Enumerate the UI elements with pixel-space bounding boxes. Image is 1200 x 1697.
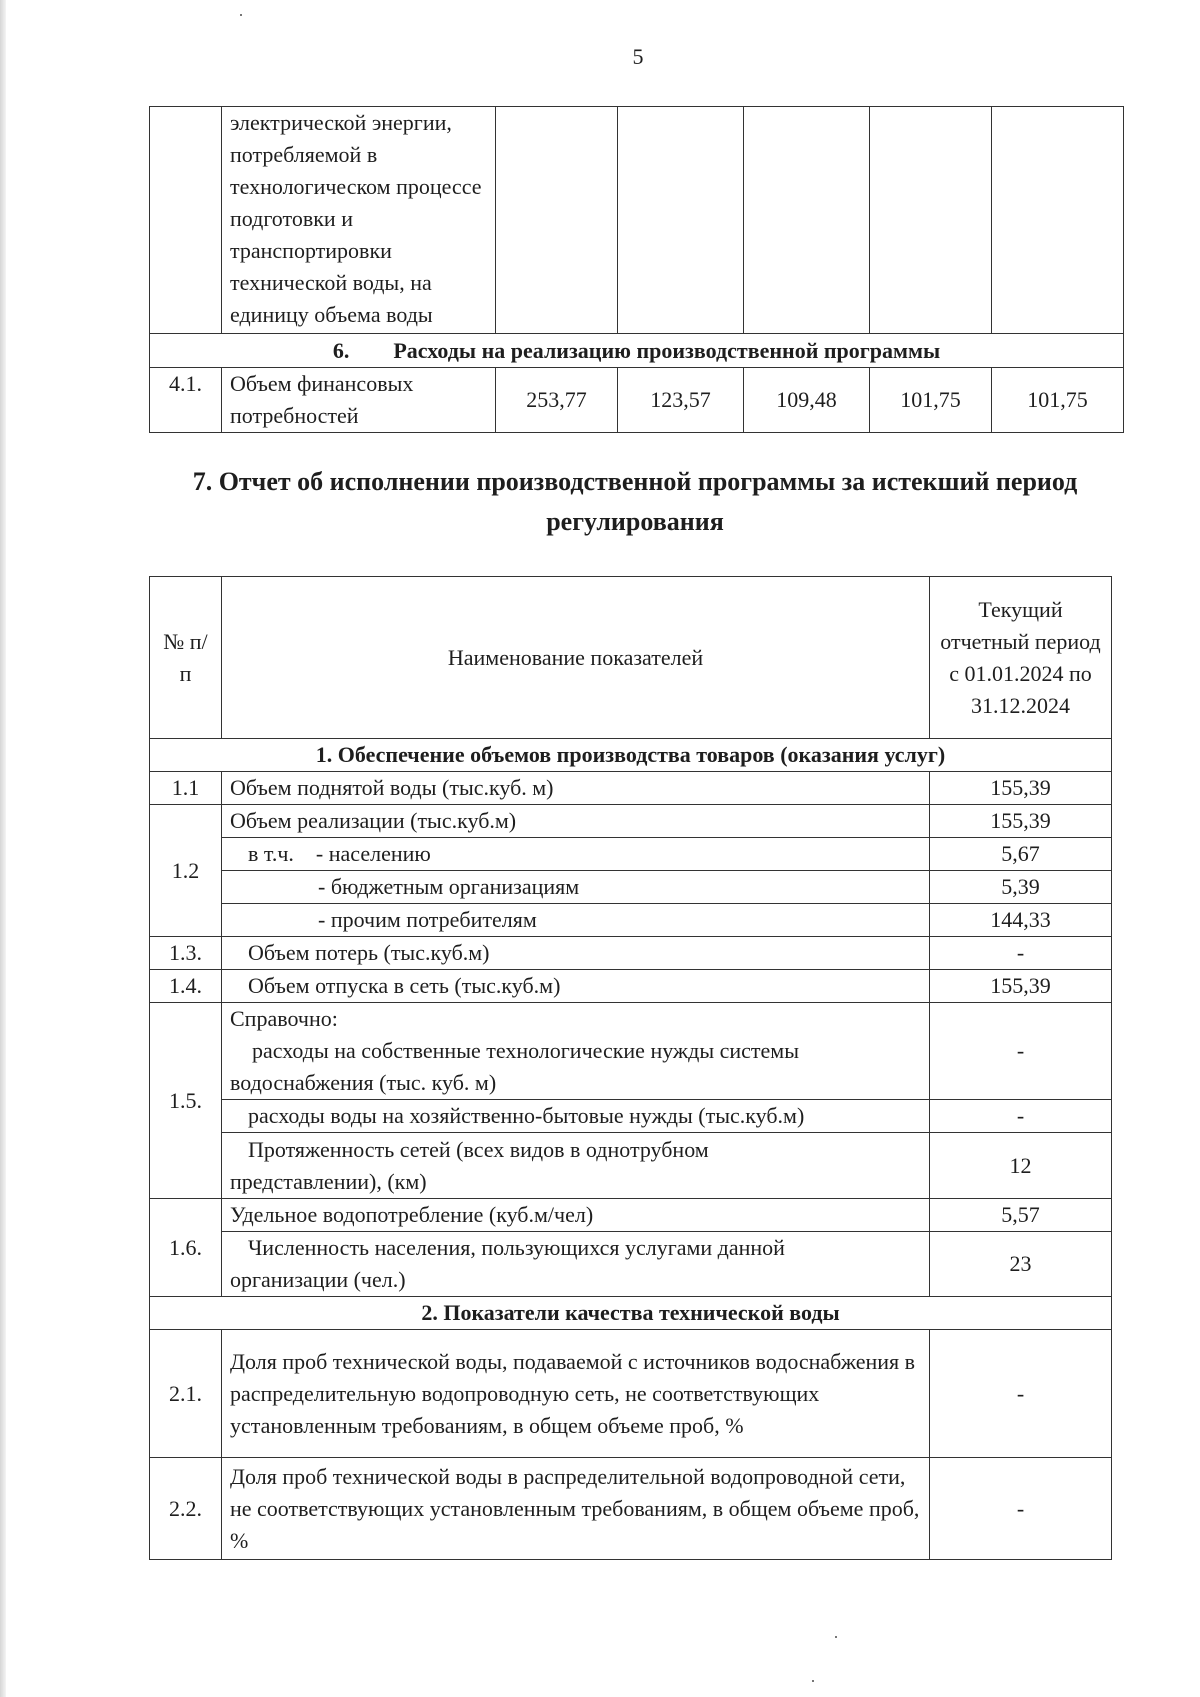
row-number: 1.6. <box>150 1199 222 1297</box>
value-cell: 5,67 <box>930 838 1112 871</box>
header-name: Наименование показателей <box>222 577 930 739</box>
sub-label: - населению <box>315 841 431 866</box>
table-row <box>150 1199 1112 1232</box>
row-number: 2.1. <box>150 1330 222 1458</box>
item-text-cont: водоснабжения (тыс. куб. м) <box>230 1070 497 1095</box>
row-name <box>222 1232 930 1297</box>
table-row <box>150 1133 1112 1199</box>
row-number: 1.2 <box>150 805 222 937</box>
value-cell: 5,39 <box>930 871 1112 904</box>
reference-label: Справочно: <box>230 1006 338 1031</box>
row-name: - бюджетным организациям <box>222 871 930 904</box>
row-name: Удельное водопотребление (куб.м/чел) <box>222 1199 930 1232</box>
value-cell: 5,57 <box>930 1199 1112 1232</box>
top-table <box>149 106 1124 433</box>
table-row <box>150 871 1112 904</box>
table-row <box>150 937 1112 970</box>
row-name <box>222 1133 930 1199</box>
row-name: Объем реализации (тыс.куб.м) <box>222 805 930 838</box>
value-cell: 101,75 <box>870 368 992 433</box>
table-row <box>150 1232 1112 1297</box>
row-number: 4.1. <box>150 368 222 433</box>
scan-speck <box>240 14 242 16</box>
value-cell: 155,39 <box>930 805 1112 838</box>
section-7-title: 7. Отчет об исполнении производственной программы за истекший период регулирования <box>192 467 1078 536</box>
row-name: Доля проб технической воды, подаваемой с источников водоснабжения в распределительную водопроводную сеть, не соответствующих установленным требованиям, в общем объеме проб, % <box>222 1330 930 1458</box>
item-text: расходы на собственные технологические нужды системы <box>252 1038 799 1063</box>
header-num: № п/п <box>150 577 222 739</box>
section-6-title: 6. Расходы на реализацию производственной программы <box>150 334 1124 368</box>
section-row <box>150 334 1124 368</box>
value-cell: 253,77 <box>496 368 618 433</box>
value-cell: 144,33 <box>930 904 1112 937</box>
value-cell: 12 <box>930 1133 1112 1199</box>
section-1-title: 1. Обеспечение объемов производства товаров (оказания услуг) <box>150 739 1112 772</box>
section-2-title: 2. Показатели качества технической воды <box>150 1297 1112 1330</box>
value-cell: 123,57 <box>618 368 744 433</box>
scan-speck <box>835 1636 837 1638</box>
header-period: Текущий отчетный период с 01.01.2024 по 31.12.2024 <box>930 577 1112 739</box>
section-row <box>150 1297 1112 1330</box>
page-number: 5 <box>632 44 644 69</box>
table-row <box>150 107 1124 334</box>
table-row <box>150 1003 1112 1100</box>
table-row <box>150 904 1112 937</box>
value-cell: - <box>930 1003 1112 1100</box>
value-cell: 109,48 <box>744 368 870 433</box>
row-name: Объем отпуска в сеть (тыс.куб.м) <box>222 970 930 1003</box>
row-number: 1.1 <box>150 772 222 805</box>
value-cell: 155,39 <box>930 970 1112 1003</box>
report-table <box>149 576 1112 1560</box>
row-name: Объем потерь (тыс.куб.м) <box>222 937 930 970</box>
table-row <box>150 368 1124 433</box>
item-text: Численность населения, пользующихся услугами данной <box>248 1235 785 1260</box>
value-cell: 101,75 <box>992 368 1124 433</box>
table-row <box>150 838 1112 871</box>
value-cell: 23 <box>930 1232 1112 1297</box>
item-text-cont: представлении), (км) <box>230 1168 427 1194</box>
table-row <box>150 805 1112 838</box>
item-text-cont: организации (чел.) <box>230 1267 406 1292</box>
value-cell: - <box>930 1100 1112 1133</box>
row-number: 1.3. <box>150 937 222 970</box>
row-name: Доля проб технической воды в распределительной водопроводной сети, не соответствующих установленным требованиям, в общем объеме проб, % <box>222 1458 930 1560</box>
table-row <box>150 772 1112 805</box>
item-text: Протяженность сетей (всех видов в однотрубном <box>248 1136 709 1162</box>
table-row <box>150 1458 1112 1560</box>
row-number: 2.2. <box>150 1458 222 1560</box>
header-row <box>150 577 1112 739</box>
table-row <box>150 1100 1112 1133</box>
row-number: 1.4. <box>150 970 222 1003</box>
row-name: Объем поднятой воды (тыс.куб. м) <box>222 772 930 805</box>
row-name: - прочим потребителям <box>222 904 930 937</box>
cont-row-text: электрической энергии, потребляемой в технологическом процессе подготовки и транспортировки технической воды, на единицу объема воды <box>222 107 496 334</box>
row-name: расходы воды на хозяйственно-бытовые нужды (тыс.куб.м) <box>222 1100 930 1133</box>
row-name: Объем финансовых потребностей <box>222 368 496 433</box>
table-row <box>150 1330 1112 1458</box>
value-cell: - <box>930 1458 1112 1560</box>
value-cell: 155,39 <box>930 772 1112 805</box>
sub-prefix: в т.ч. <box>248 841 294 866</box>
section-row <box>150 739 1112 772</box>
value-cell: - <box>930 1330 1112 1458</box>
scan-edge <box>0 0 6 1697</box>
row-number: 1.5. <box>150 1003 222 1199</box>
row-name <box>222 838 930 871</box>
value-cell: - <box>930 937 1112 970</box>
scan-speck <box>812 1680 814 1682</box>
row-name <box>222 1003 930 1100</box>
table-row <box>150 970 1112 1003</box>
